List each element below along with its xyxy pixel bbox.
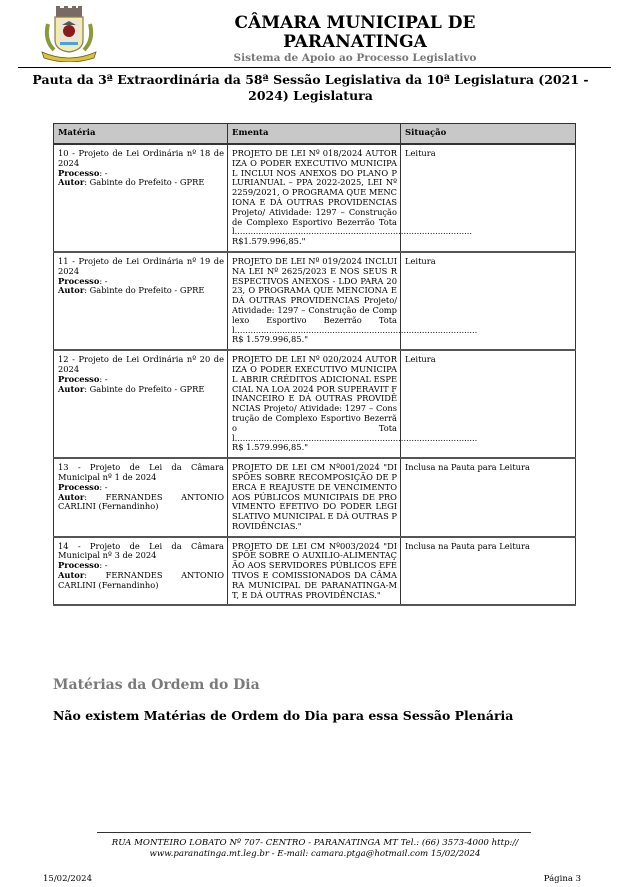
materia-title: 10 - Projeto de Lei Ordinária nº 18 de 2024 bbox=[58, 148, 224, 168]
table-row bbox=[54, 252, 576, 350]
autor-label: Autor bbox=[58, 491, 85, 502]
ordem-do-dia-heading: Matérias da Ordem do Dia bbox=[53, 677, 260, 693]
chamber-title: CÂMARA MUNICIPAL DE PARANATINGA bbox=[234, 13, 476, 52]
autor-label: Autor bbox=[58, 570, 85, 581]
column-header-situacao: Situação bbox=[401, 124, 576, 145]
processo-label: Processo bbox=[58, 373, 100, 384]
ementa-cell: PROJETO DE LEI Nº 018/2024 AUTORIZA O PODER EXECUTIVO MUNICIPAL INCLUI NOS ANEXOS DO PLANO PLURIANUAL – PPA 2022-2025, LEI Nº 2259/2021, O PROGRAMA QUE MENCIONA E DÁ OUTRAS PROVIDENCIAS Projeto/ Atividade: 1297 – Construção de Complexo Esportivo Bezerrão Total..........................................................................................R$1.579.996,85." bbox=[228, 144, 401, 252]
ordem-do-dia-message: Não existem Matérias de Ordem do Dia para essa Sessão Plenária bbox=[53, 708, 514, 723]
materia-cell bbox=[54, 144, 228, 252]
materia-cell bbox=[54, 350, 228, 458]
processo-label: Processo bbox=[58, 275, 100, 286]
autor-value: FERNANDES ANTONIO CARLINI (Fernandinho) bbox=[58, 570, 224, 590]
ementa-cell: PROJETO DE LEI CM Nº003/2024 "DISPÕE SOBRE O AUXILIO-ALIMENTAÇÃO AOS SERVIDORES PÚBLICOS EFETIVOS E COMISSIONADOS DA CÂMARA MUNICIPAL DE PARANATINGA-MT, E DÁ OUTRAS PROVIDÊNCIAS." bbox=[228, 537, 401, 606]
processo-value: - bbox=[104, 373, 108, 384]
pauta-title: Pauta da 3ª Extraordinária da 58ª Sessão Legislativa da 10ª Legislatura (2021 - 2024) Legislatura bbox=[32, 72, 589, 103]
page-number: Página 3 bbox=[543, 874, 581, 884]
footer-divider bbox=[97, 832, 531, 833]
materia-cell bbox=[54, 458, 228, 537]
materia-title: 14 - Projeto de Lei da Câmara Municipal nº 3 de 2024 bbox=[58, 540, 224, 561]
footer-date: 15/02/2024 bbox=[43, 874, 92, 884]
table-row bbox=[54, 350, 576, 458]
processo-label: Processo bbox=[58, 167, 100, 178]
processo-label: Processo bbox=[58, 560, 100, 571]
table-header-row bbox=[54, 124, 576, 145]
column-header-ementa: Ementa bbox=[228, 124, 401, 145]
column-header-materia: Matéria bbox=[54, 124, 228, 145]
materia-cell bbox=[54, 537, 228, 606]
autor-value: Gabinte do Prefeito - GPRE bbox=[89, 285, 205, 296]
autor-label: Autor bbox=[58, 383, 85, 394]
system-subtitle: Sistema de Apoio ao Processo Legislativo bbox=[233, 52, 477, 64]
ementa-cell: PROJETO DE LEI CM Nº001/2024 "DISPÕES SOBRE RECOMPOSIÇÃO DE PERCA E REAJUSTE DE VENCIMENTO AOS PÚBLICOS MUNICIPAIS DE PROVIMENTO EFETIVO DO PODER LEGISLATIVO MUNICIPAL E DÁ OUTRAS PROVIDÊNCIAS." bbox=[228, 458, 401, 537]
processo-line: Processo: - bbox=[58, 373, 108, 384]
situacao-cell: Leitura bbox=[401, 252, 576, 350]
processo-label: Processo bbox=[58, 481, 100, 492]
autor-line: Autor: FERNANDES ANTONIO CARLINI (Fernandinho) bbox=[58, 570, 224, 590]
coat-of-arms-logo bbox=[38, 6, 100, 62]
materia-title: 13 - Projeto de Lei da Câmara Municipal nº 1 de 2024 bbox=[58, 462, 224, 482]
materia-title: 11 - Projeto de Lei Ordinária nº 19 de 2024 bbox=[58, 255, 224, 276]
autor-line: Autor: FERNANDES ANTONIO CARLINI (Fernandinho) bbox=[58, 491, 224, 512]
processo-value: - bbox=[104, 481, 108, 492]
autor-label: Autor bbox=[58, 285, 85, 296]
ementa-cell: PROJETO DE LEI Nº 020/2024 AUTORIZA O PODER EXECUTIVO MUNICIPAL ABRIR CRÉDITOS ADICIONAL ESPECIAL NA LOA 2024 POR SUPERAVIT FINANCEIRO E DÁ OUTRAS PROVIDÊNCIAS Projeto/ Atividade: 1297 – Construção de Complexo Esportivo Bezerrão Total............................................................................................R$ 1.579.996,85." bbox=[228, 350, 401, 458]
footer-address: RUA MONTEIRO LOBATO Nº 707- CENTRO - PARANATINGA MT Tel.: (66) 3573-4000 http:// www.paranatinga.mt.leg.br - E-mail: camara.ptga@hotmail.com 15/02/2024 bbox=[111, 838, 519, 859]
autor-line: Autor: Gabinte do Prefeito - GPRE bbox=[58, 383, 205, 394]
processo-value: - bbox=[104, 275, 108, 286]
autor-value: Gabinte do Prefeito - GPRE bbox=[89, 177, 205, 188]
autor-value: Gabinte do Prefeito - GPRE bbox=[89, 383, 205, 394]
ementa-cell: PROJETO DE LEI Nº 019/2024 INCLUI NA LEI Nº 2625/2023 E NOS SEUS RESPECTIVOS ANEXOS - LDO PARA 2023, O PROGRAMA QUE MENCIONA E DÁ OUTRAS PROVIDENCIAS Projeto/Atividade: 1297 – Construção de Complexo Esportivo Bezerrão Total............................................................................................R$ 1.579.996,85." bbox=[228, 252, 401, 350]
table-row bbox=[54, 144, 576, 252]
autor-line: Autor: Gabinte do Prefeito - GPRE bbox=[58, 177, 205, 188]
materia-title: 12 - Projeto de Lei Ordinária nº 20 de 2024 bbox=[58, 354, 224, 374]
autor-label: Autor bbox=[58, 177, 85, 188]
processo-line: Processo: - bbox=[58, 275, 108, 286]
header-divider bbox=[18, 67, 611, 68]
autor-value: FERNANDES ANTONIO CARLINI (Fernandinho) bbox=[58, 491, 224, 512]
pauta-items-table bbox=[53, 123, 576, 606]
processo-line: Processo: - bbox=[58, 481, 108, 492]
processo-line: Processo: - bbox=[58, 167, 108, 178]
processo-value: - bbox=[104, 167, 108, 178]
processo-line: Processo: - bbox=[58, 560, 108, 571]
processo-value: - bbox=[104, 560, 108, 571]
situacao-cell: Leitura bbox=[401, 144, 576, 252]
situacao-cell: Inclusa na Pauta para Leitura bbox=[401, 537, 576, 606]
table-row bbox=[54, 458, 576, 537]
situacao-cell: Leitura bbox=[401, 350, 576, 458]
situacao-cell: Inclusa na Pauta para Leitura bbox=[401, 458, 576, 537]
table-row bbox=[54, 537, 576, 606]
materia-cell bbox=[54, 252, 228, 350]
autor-line: Autor: Gabinte do Prefeito - GPRE bbox=[58, 285, 205, 296]
